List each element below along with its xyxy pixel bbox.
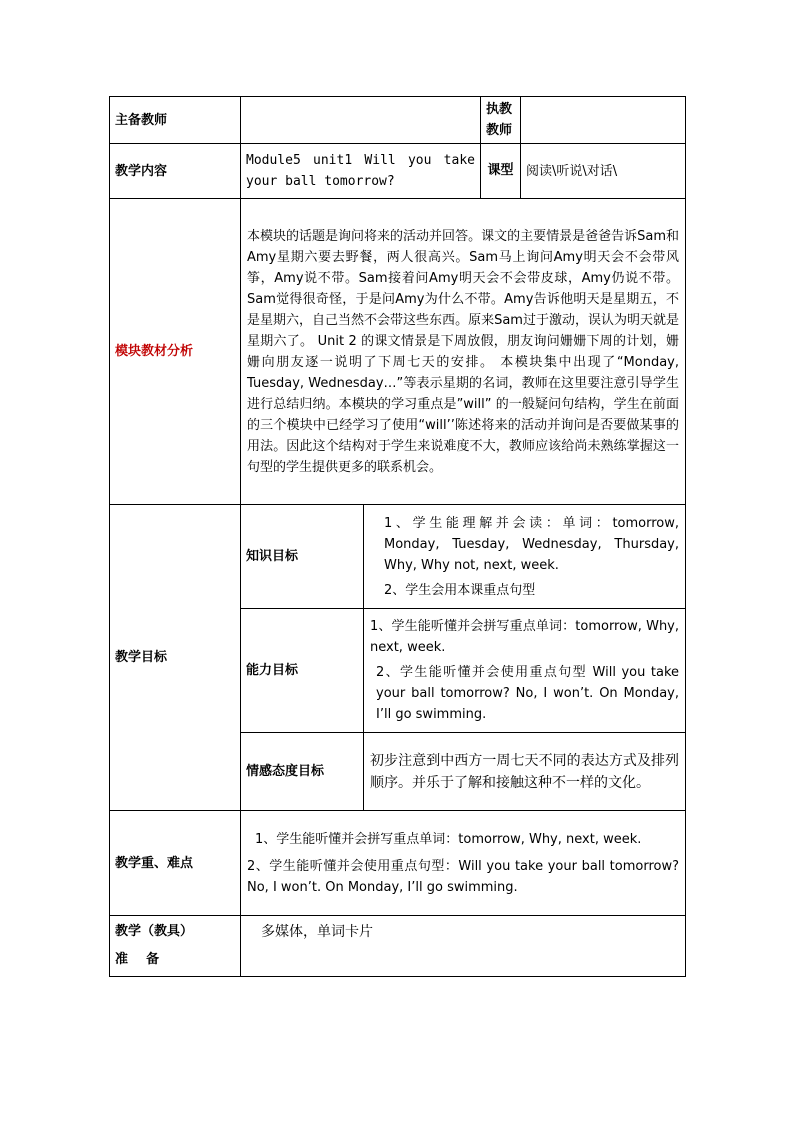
goals-label: 教学目标 — [110, 505, 241, 811]
ability-goal-content — [364, 609, 686, 733]
attitude-goal-text: 初步注意到中西方一周七天不同的表达方式及排列顺序。并乐于了解和接触这种不一样的文化。 — [364, 733, 686, 811]
key-points-content — [241, 811, 686, 916]
analysis-text: 本模块的话题是询问将来的活动并回答。课文的主要情景是爸爸告诉Sam和Amy星期六要去野餐，两人很高兴。Sam马上询问Amy明天会不会带风筝，Amy说不带。Sam接着问Amy明天会不会带皮球，Amy仍说不带。Sam觉得很奇怪，于是问Amy为什么不带。Amy告诉他明天是星期五，不是星期六，自己当然不会带这些东西。原来Sam过于激动，误认为明天就是星期六了。 Unit 2 的课文情景是下周放假，朋友询问姗姗下周的计划，姗姗向朋友逐一说明了下周七天的安排。 本模块集中出现了“Monday, Tuesday, Wednesday…”等表示星期的名词，教师在这里要注意引导学生进行总结归纳。本模块的学习重点是”will” 的一般疑问句结构，学生在前面的三个模块中已经学习了使用“will’’陈述将来的活动并询问是否要做某事的用法。因此这个结构对于学生来说难度不大，教师应该给尚未熟练掌握这一句型的学生提供更多的联系机会。 — [241, 199, 686, 505]
exec-teacher-label: 执教教师 — [481, 97, 521, 144]
teacher-row — [110, 97, 686, 144]
prep-teacher-value — [241, 97, 481, 144]
content-row — [110, 144, 686, 199]
analysis-row — [110, 199, 686, 505]
ability-goal-item-1: 1、学生能听懂并会拼写重点单词：tomorrow, Why, next, week. — [370, 619, 680, 655]
key-points-row — [110, 811, 686, 916]
analysis-label: 模块教材分析 — [110, 199, 241, 505]
knowledge-goal-content — [364, 505, 686, 609]
lesson-plan-table — [109, 96, 686, 977]
knowledge-goal-label: 知识目标 — [241, 505, 364, 609]
ability-goal-label: 能力目标 — [241, 609, 364, 733]
prep-label — [110, 916, 241, 977]
prep-value: 多媒体，单词卡片 — [241, 916, 686, 977]
knowledge-goal-item-2: 2、学生会用本课重点句型 — [384, 582, 536, 598]
lesson-type-value: 阅读\听说\对话\ — [521, 144, 686, 199]
prep-label-line-1: 教学（教具） — [115, 924, 194, 939]
attitude-goal-label: 情感态度目标 — [241, 733, 364, 811]
content-label: 教学内容 — [110, 144, 241, 199]
knowledge-goal-item-1: 1、学生能理解并会读：单词：tomorrow, Monday, Tuesday, Wednesday, Thursday, Why, Why not, next, week. — [384, 515, 680, 573]
key-point-item-1: 1、学生能听懂并会拼写重点单词：tomorrow, Why, next, week. — [255, 831, 642, 847]
prep-teacher-label: 主备教师 — [110, 97, 241, 144]
exec-teacher-value — [521, 97, 686, 144]
lesson-type-label: 课型 — [481, 144, 521, 199]
key-points-label: 教学重、难点 — [110, 811, 241, 916]
prep-row — [110, 916, 686, 977]
ability-goal-item-2: 2、学生能听懂并会使用重点句型 Will you take your ball tomorrow? No, I won’t. On Monday, I’ll go swimming. — [376, 665, 680, 722]
content-value: Module5 unit1 Will you take your ball tomorrow? — [241, 144, 481, 199]
key-point-item-2: 2、学生能听懂并会使用重点句型：Will you take your ball tomorrow? No, I won’t. On Monday, I’ll go swimming. — [247, 858, 680, 895]
prep-label-line-2: 准 备 — [115, 952, 160, 967]
knowledge-goal-row — [110, 505, 686, 609]
